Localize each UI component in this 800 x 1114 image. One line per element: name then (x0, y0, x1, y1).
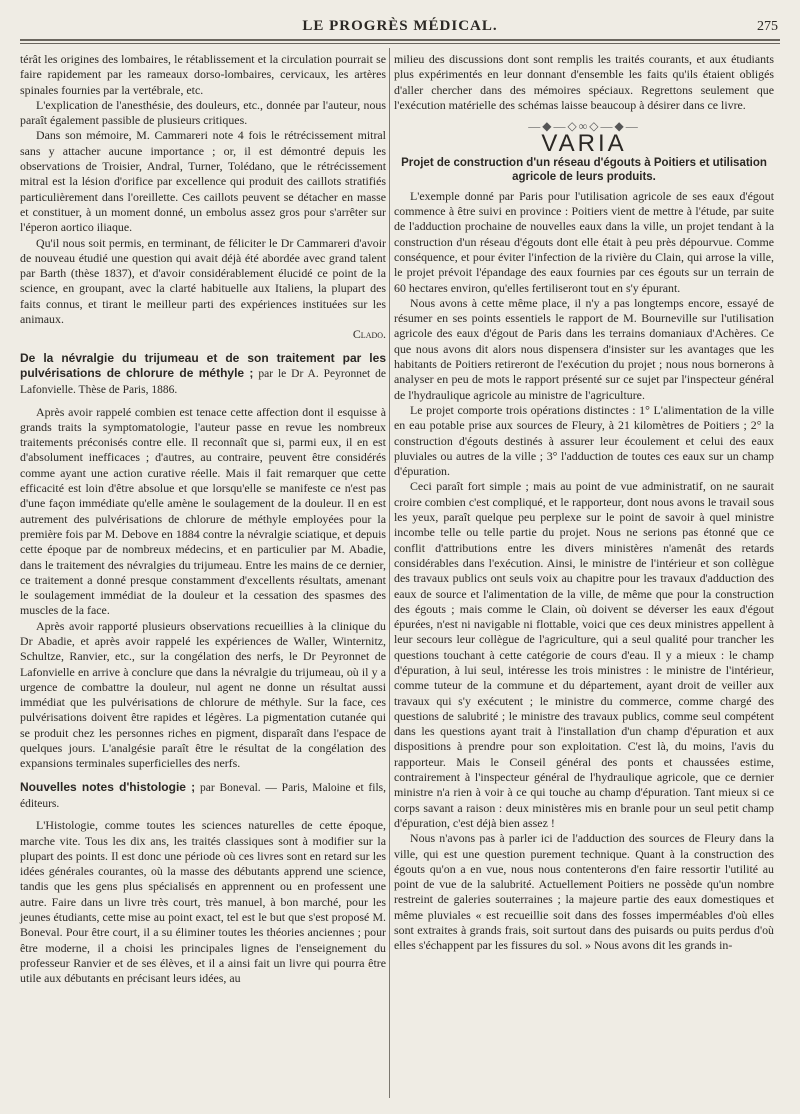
paragraph: milieu des discussions dont sont remplis les traités courants, et aux étudiants plus expérimentés en leur donnant d'ensemble les faits qu'ils étaient obligés d'aller chercher dans des mémoires spéciaux. Regrettons seulement que l'exécution matérielle des schémas laisse beaucoup à désirer dans ce livre. (394, 52, 774, 112)
paragraph: L'exemple donné par Paris pour l'utilisation agricole de ses eaux d'égout commence à être suivi en province : Poitiers vient de mettre à l'étude, par suite de l'adduction prochaine de nouvelles eaux dans la ville, un projet tendant à la construction d'un réseau d'égouts dont elle était à peu près dépourvue. Comme conséquence, et pour éviter l'infection de la rivière du Clain, qui arrose la ville, le projet prévoit l'épandage des eaux fournies par ces égouts sur un terrain de 60 hectares environ, qu'elles fertiliseront tout en s'y épurant. (394, 188, 774, 295)
header-rule-thin (20, 43, 780, 44)
column-divider (389, 48, 390, 1098)
page-header (20, 18, 780, 40)
left-column (20, 52, 386, 987)
review-title: Nouvelles notes d'histologie ; (20, 779, 196, 794)
review-heading (20, 780, 386, 813)
header-rule-thick (20, 39, 780, 41)
review-title: De la névralgie du trijumeau et de son traitement par les pulvérisations de chlorure de méthyle ; (20, 350, 386, 380)
page-number: 275 (757, 19, 778, 34)
review-citation: par le Dr A. Peyronnet de Lafonvielle. Thèse de Paris, 1886. (20, 367, 386, 397)
paragraph: Le projet comporte trois opérations distinctes : 1° L'alimentation de la ville en eau potable prise aux sources de Fleury, à 21 kilomètres de Poitiers ; 2° la construction d'égouts destinés à assurer leur écoulement et celui des eaux pluviales ou autres de la ville ; 3° l'adduction de toutes ces eaux sur un champ d'épuration. (394, 402, 774, 479)
section-title: VARIA (541, 130, 627, 158)
paragraph: Après avoir rapporté plusieurs observations recueillies à la clinique du Dr Abadie, et après avoir rappelé les expériences de Waller, Winternitz, Schultze, Ranvier, etc., sur la congélation des nerfs, le Dr Peyronnet de Lafonvielle en arrive à conclure que dans la névralgie du trijumeau, où il y a urgence de combattre la douleur, nul agent ne donne un résultat aussi immédiat que les pulvérisations de chlorure de méthyle. Sur la face, ces pulvérisations doivent être rapides et légères. La pigmentation cutanée qui se produit chez les personnes riches en pigment, disparaît dans l'espace de quelques jours. L'analgésie paraît être le résultat de la congélation des expansions terminales superficielles des nerfs. (20, 618, 386, 771)
paragraph: Nous avons à cette même place, il n'y a pas longtemps encore, essayé de résumer en ses points essentiels le rapport de M. Bourneville sur l'utilisation agricole des eaux d'égout de Paris dans les terrains domaniaux d'Achères. Ce que nous avons dit alors nous dispensera d'insister sur les avantages que les habitants de Poitiers retireront de l'exécution du projet ; nous nous bornerons à analyser en peu de mots le rapport présenté sur ce sujet par l'inspecteur général de l'hydraulique agricole au ministre de l'agriculture. (394, 295, 774, 402)
paragraph: térât les origines des lombaires, le rétablissement et la circulation pourrait se faire rapidement par les rameaux dorso-lombaires, cervicaux, les artères spinales fournies par la vertébrale, etc. (20, 52, 386, 97)
right-column (394, 52, 774, 954)
author-signature: Clado. (352, 327, 386, 342)
review-citation: par Boneval. — Paris, Maloine et fils, éditeurs. (20, 781, 386, 810)
article-title: Projet de construction d'un réseau d'égouts à Poitiers et utilisation agricole de leurs produits. (401, 156, 767, 183)
paragraph: Qu'il nous soit permis, en terminant, de féliciter le Dr Cammareri d'avoir de nouveau étudié une question qui avait déjà été abordée avec grand talent par Barth (thèse 1837), et d'avoir considérablement élucidé ce point de la science, en groupant, avec la clarté habituelle aux Italiens, la plupart des faits connus, et tirant le meilleur parti des expériences instituées sur les animaux. (20, 235, 386, 327)
journal-title: LE PROGRÈS MÉDICAL. (302, 18, 498, 34)
paragraph: Après avoir rappelé combien est tenace cette affection dont il esquisse à grands traits la symptomatologie, l'auteur passe en revue les nombreux traitements préconisés contre elle. Il reconnaît que si, parmi eux, il en est d'absolument inefficaces ; d'autres, au contraire, peuvent être considérés comme ayant une action curative réelle. Mais il fait remarquer que cette efficacité est loin d'être absolue et que lorsqu'elle se manifeste ce n'est pas d'une façon immédiate qu'elle amène le soulagement de la douleur. Il en est autrement des pulvérisations de chlorure de méthyle employées pour la première fois par M. Debove en 1884 contre la névralgie sciatique, et depuis cette époque par de nombreux médecins, et en particulier par M. Abadie, dans le traitement des névralgies du trijumeau. Entre les mains de ce dernier, ce traitement a donné presque constamment d'excellents résultats, amenant le soulagement immédiat de la douleur et la cessation des spasmes des muscles de la face. (20, 404, 386, 618)
paragraph: Dans son mémoire, M. Cammareri note 4 fois le rétrécissement mitral sans y attacher aucune importance ; or, il est démontré depuis les observations de Troisier, Andral, Turner, Tolédano, que le rétrécissement mitral est la lésion d'orifice par excellence qui produit des caillots stratifiés particulièrement dans l'oreillette. Ces caillots peuvent se détacher en masse et constituer, à un moment donné, un embolus assez gros pour s'arrêter sur l'éperon aortico iliaque. (20, 128, 386, 235)
paragraph: Nous n'avons pas à parler ici de l'adduction des sources de Fleury dans la ville, qui est une question purement technique. Quant à la construction des égouts qu'on a en vue, nous nous contenterons d'en faire ressortir l'utilité au point de vue de la salubrité. Actuellement Poitiers ne possède qu'un nombre restreint de galeries souterraines ; la majeure partie des eaux domestiques et même pluviales « est recueillie soit dans des fosses imperméables d'où elles sont extraites à grands frais, soit surtout dans des puisards ou puits perdus d'où elles s'échappent par les fissures du sol. » Nous avons dit les grands in- (394, 831, 774, 953)
review-heading (20, 351, 386, 399)
paragraph: L'Histologie, comme toutes les sciences naturelles de cette époque, marche vite. Tous les dix ans, les traités classiques sont à modifier sur la plupart des points. Il est donc une période où ces livres sont en retard sur les idées générales courantes, où la masse des débutants apprend une science, tandis que les gens plus spécialisés en apprennent ou en professent une autre. Faire dans un livre très court, très manuel, à bon marché, pour les jeunes étudiants, cette mise au point exact, tel est le but que s'est proposé M. Boneval. Pour être court, il a su éliminer toutes les théories anciennes ; pour être moderne, il a choisi les principales lignes de l'enseignement du professeur Ranvier et de ses élèves, et il a ainsi fait un livre qui pourra être utile aux débutants en précisant leurs idées, au (20, 818, 386, 986)
section-ornament: —◆—◇∞◇—◆— (528, 119, 640, 134)
paragraph: L'explication de l'anesthésie, des douleurs, etc., donnée par l'auteur, nous paraît également passible de plusieurs critiques. (20, 97, 386, 128)
paragraph: Ceci paraît fort simple ; mais au point de vue administratif, on ne saurait croire combien c'est compliqué, et le rapporteur, dont nous avons le travail sous les yeux, paraît quelque peu perplexe sur le point de savoir à quel ministre incombe telle ou telle partie du projet. Nous ne serions pas étonné que ce conflit d'attributions entre les divers ministères n'amenât des retards considérables dans l'exécution. Ainsi, le ministre de l'intérieur et son collègue des travaux publics ont seuls voix au chapitre pour les travaux d'adduction des eaux de source et l'alimentation de la ville, de même que pour la construction des égouts ; mais comme le Clain, où doivent se déverser les eaux d'égout épurées, n'est ni navigable ni flottable, voici que ces deux ministres appellent à leur secours leur collègue de l'agriculture, qui a seul qualité pour trancher les questions touchant à cette catégorie de cours d'eau. Il y a mieux : le champ d'épuration, à lui seul, intéresse les trois ministres : le ministre de l'intérieur, comme tuteur de la commune et du département, ayant droit de veiller aux travaux qui s'y exécutent ; le ministre du commerce, comme chargé des questions de salubrité ; le ministre des travaux publics, comme seul compétent dans les questions ayant trait à l'installation d'un champ d'épuration et aux dispositions à prendre pour son exploitation. C'est là, du moins, l'avis du rapporteur. Mais le Conseil général des ponts et chaussées estime, contrairement à l'inspecteur général de l'hydraulique agricole, que ce dernier ministre n'a rien à voir à ce qui touche au champ d'épuration. Tant mieux si ce corps savant a raison : deux ministères mis en branle pour un seul petit champ d'épuration, c'est déjà bien assez ! (394, 479, 774, 830)
